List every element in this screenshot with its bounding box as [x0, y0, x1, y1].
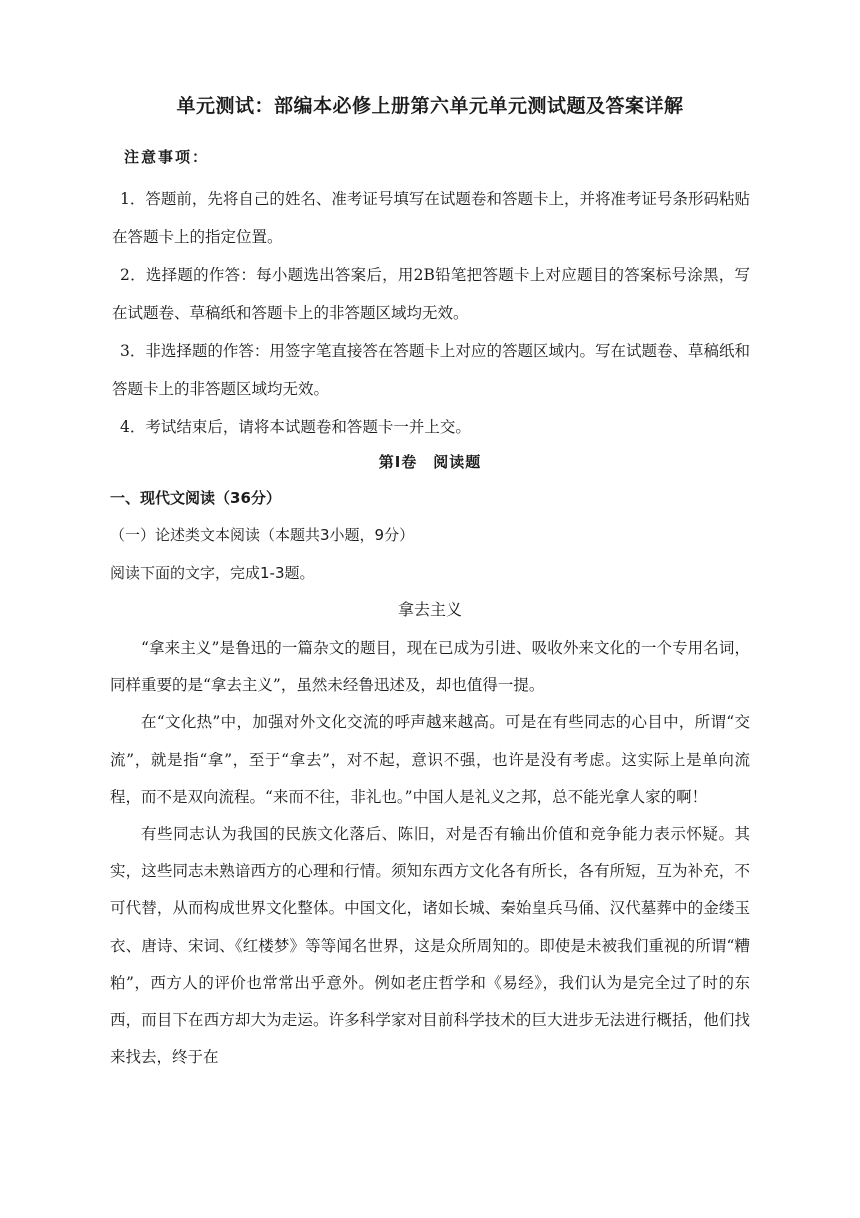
article-paragraph: “拿来主义”是鲁迅的一篇杂文的题目，现在已成为引进、吸收外来文化的一个专用名词，同样重要的是“拿去主义”，虽然未经鲁迅述及，却也值得一提。 — [110, 639, 750, 695]
sub-heading: （一）论述类文本阅读（本题共3小题，9分） — [110, 526, 415, 544]
part-heading: 一、现代文阅读（36分） — [110, 489, 281, 507]
article-paragraph: 在“文化热”中，加强对外文化交流的呼声越来越高。可是在有些同志的心目中，所谓“交流”，就是指“拿”，至于“拿去”，对不起，意识不强，也许是没有考虑。这实际上是单向流程，而不是双向流程。“来而不往，非礼也。”中国人是礼义之邦，总不能光拿人家的啊！ — [110, 713, 750, 806]
notes-heading: 注意事项： — [124, 148, 210, 166]
note-item: 4．考试结束后，请将本试题卷和答题卡一并上交。 — [120, 418, 471, 436]
notes-list — [112, 180, 750, 446]
section-title: 第Ⅰ卷 阅读题 — [378, 453, 482, 471]
article-body — [110, 630, 750, 1076]
note-item: 2．选择题的作答：每小题选出答案后，用2B铅笔把答题卡上对应题目的答案标号涂黑，写在试题卷、草稿纸和答题卡上的非答题区域均无效。 — [112, 266, 750, 322]
note-item: 1．答题前，先将自己的姓名、准考证号填写在试题卷和答题卡上，并将准考证号条形码粘贴在答题卡上的指定位置。 — [112, 190, 750, 246]
article-title: 拿去主义 — [397, 600, 462, 619]
reading-instruction: 阅读下面的文字，完成1-3题。 — [110, 564, 315, 582]
document-title: 单元测试：部编本必修上册第六单元单元测试题及答案详解 — [176, 95, 684, 117]
note-item: 3．非选择题的作答：用签字笔直接答在答题卡上对应的答题区域内。写在试题卷、草稿纸和答题卡上的非答题区域均无效。 — [112, 342, 750, 398]
article-paragraph: 有些同志认为我国的民族文化落后、陈旧，对是否有输出价值和竞争能力表示怀疑。其实，这些同志未熟谙西方的心理和行情。须知东西方文化各有所长，各有所短，互为补充，不可代替，从而构成世界文化整体。中国文化，诸如长城、秦始皇兵马俑、汉代墓葬中的金缕玉衣、唐诗、宋词、《红楼梦》等等闻名世界，这是众所周知的。即使是未被我们重视的所谓“糟粕”，西方人的评价也常常出乎意外。例如老庄哲学和《易经》，我们认为是完全过了时的东西，而目下在西方却大为走运。许多科学家对目前科学技术的巨大进步无法进行概括，他们找来找去，终于在 — [110, 825, 750, 1067]
